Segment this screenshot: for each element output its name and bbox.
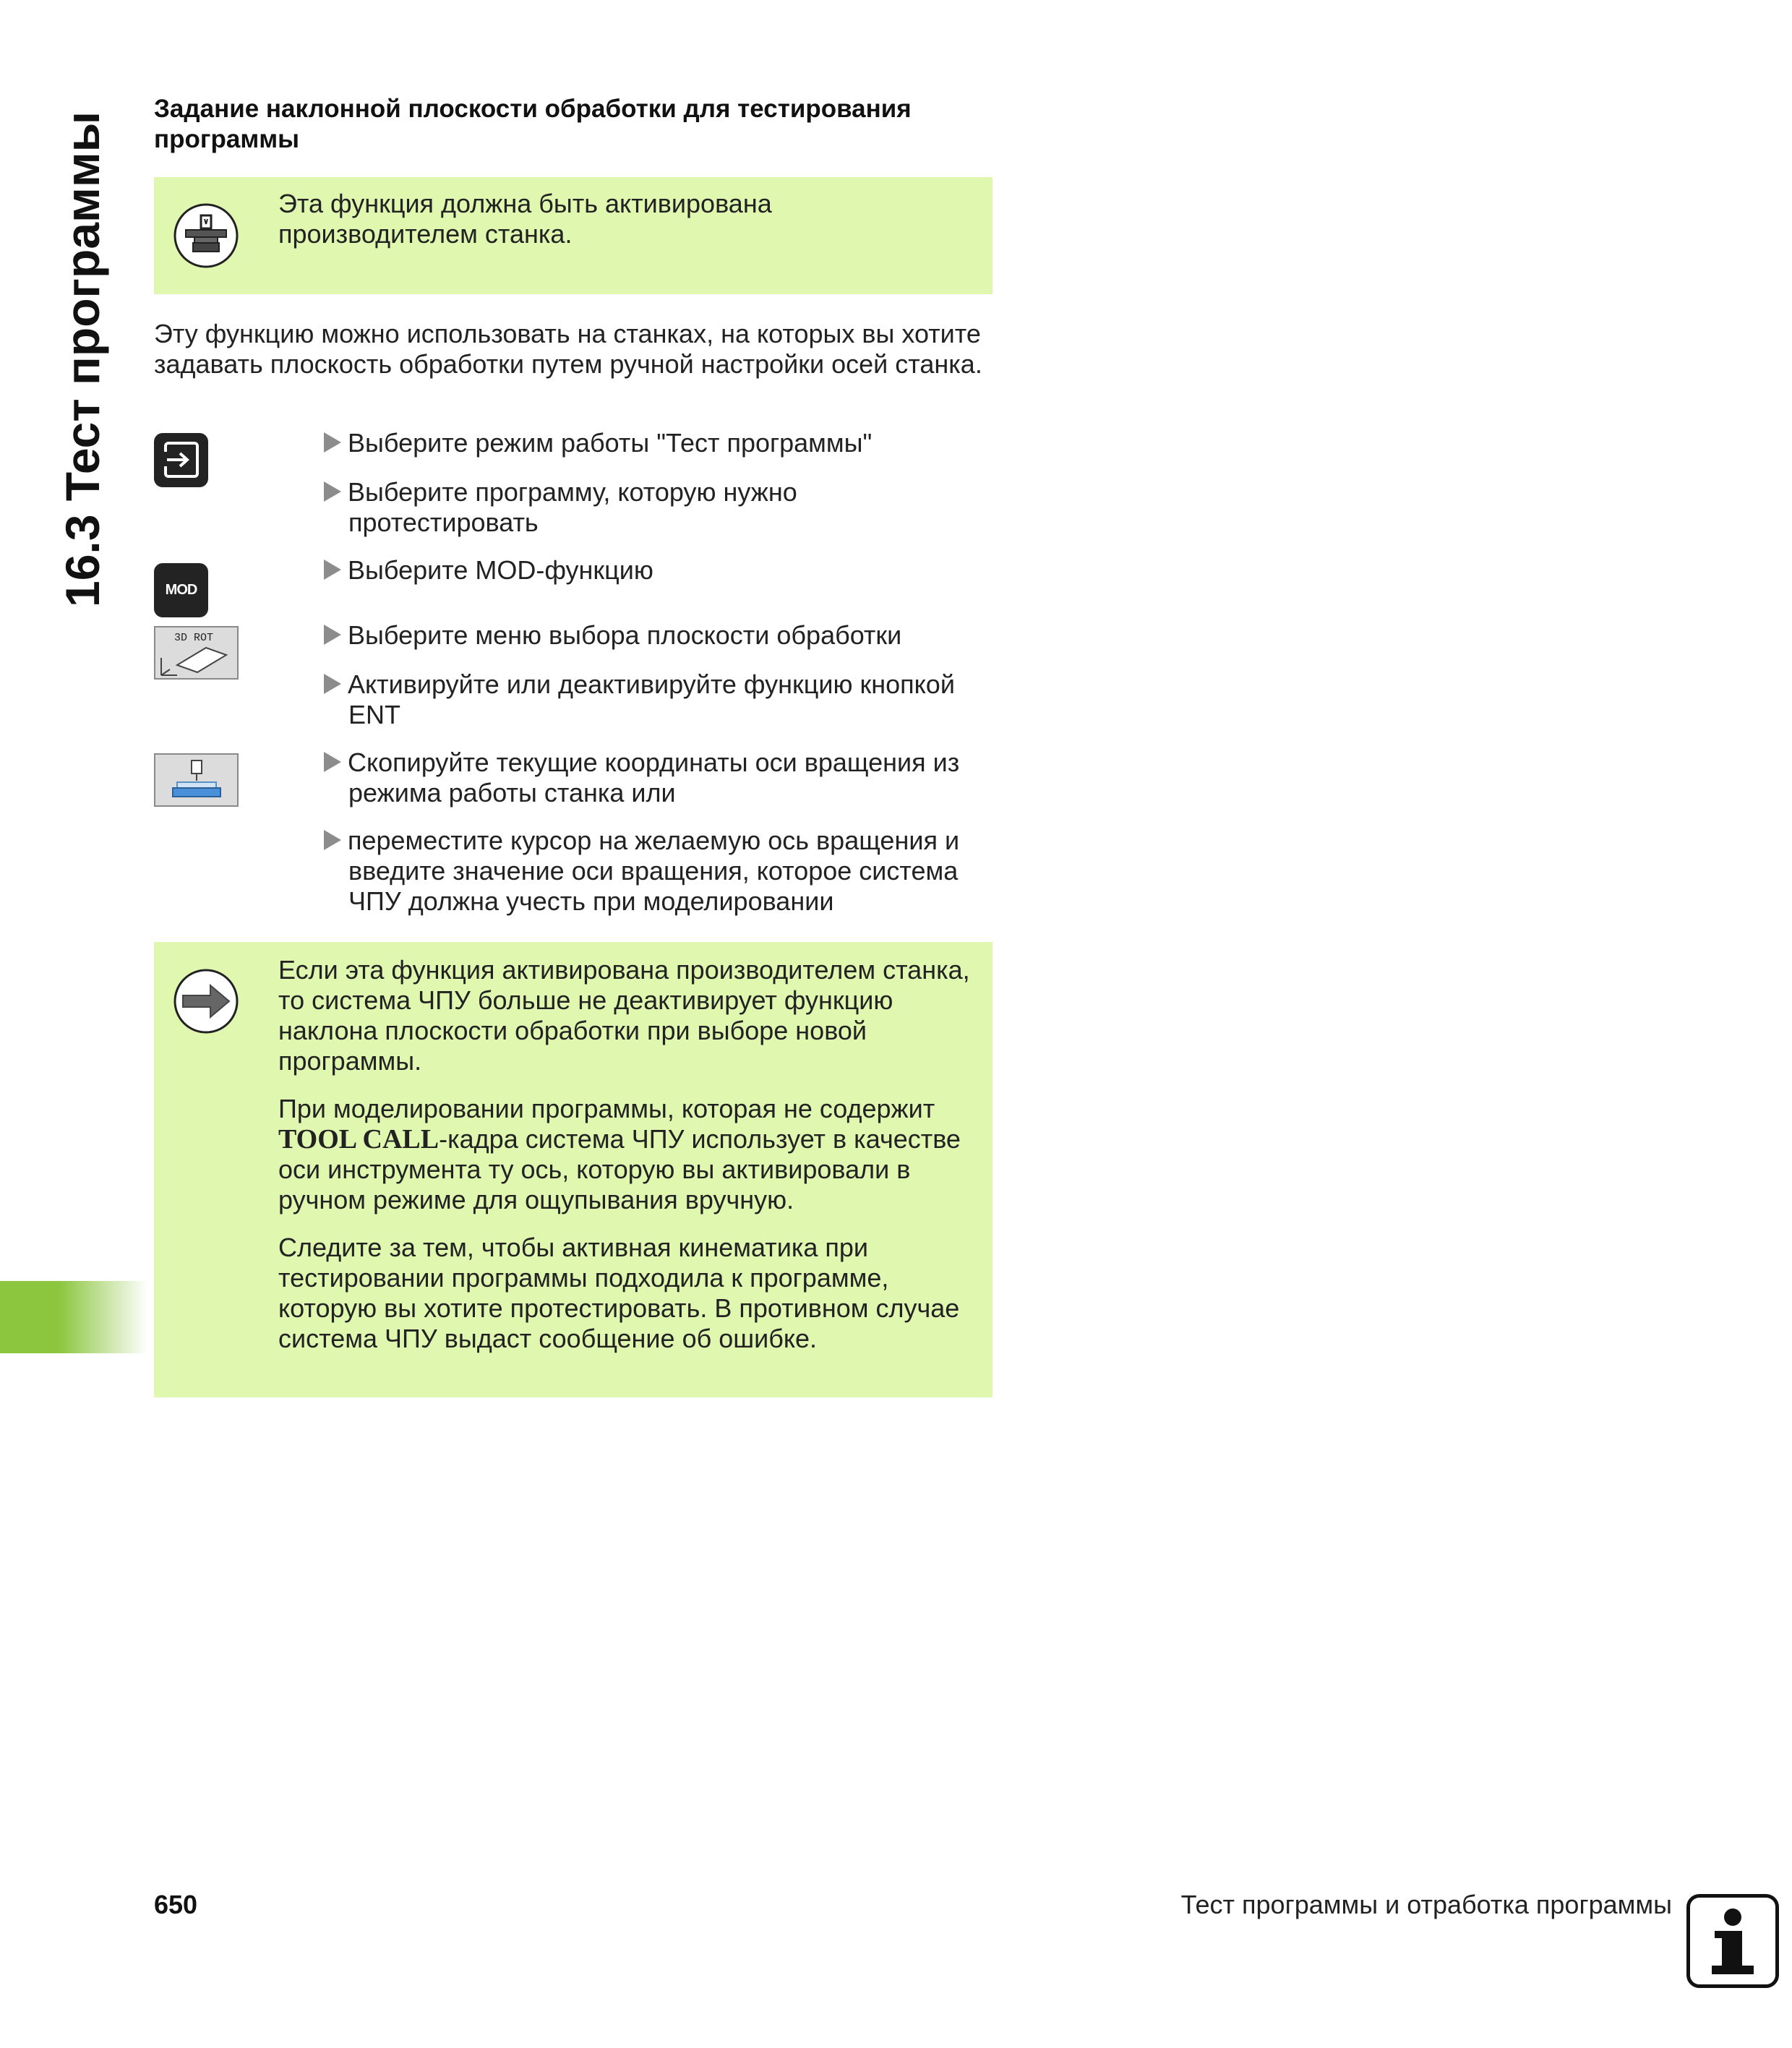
triangle-bullet-icon: [324, 481, 341, 502]
footer-title: Тест программы и отработка программы: [1180, 1890, 1672, 1919]
triangle-bullet-icon: [324, 560, 341, 580]
intro-paragraph: Эту функцию можно использовать на станках, на которых вы хотите задавать плоскость обработки путем ручной настройки осей станка.: [154, 319, 982, 379]
triangle-bullet-icon: [324, 432, 341, 453]
program-test-key[interactable]: [154, 433, 208, 487]
machine-icon: [173, 202, 239, 269]
step-1: Выберите режим работы "Тест программы": [324, 428, 996, 458]
machine-note-box: [154, 177, 993, 294]
transfer-actual-position-icon: [155, 755, 237, 805]
triangle-bullet-icon: [324, 674, 341, 694]
info-icon: [1686, 1894, 1779, 1988]
section-heading: Задание наклонной плоскости обработки для тестирования программы: [154, 95, 912, 153]
step-6: Скопируйте текущие координаты оси вращения из режима работы станка или: [324, 747, 996, 808]
info-paragraph-1: Если эта функция активирована производителем станка, то система ЧПУ больше не деактивирует функцию наклона плоскости обработки при выборе новой программы.: [278, 955, 970, 1076]
tool-call-keyword: TOOL CALL: [278, 1124, 440, 1154]
step-7: переместите курсор на желаемую ось вращения и введите значение оси вращения, которое система ЧПУ должна учесть при моделировании: [324, 826, 996, 917]
mod-key[interactable]: [154, 563, 208, 617]
page-number: 650: [154, 1890, 198, 1919]
info-paragraph-2: При моделировании программы, которая не содержит TOOL CALL-кадра система ЧПУ использует в качестве оси инструмента ту ось, которую вы активировали в ручном режиме для ощупывания вручную.: [278, 1094, 961, 1214]
softkey-transfer-actual-position[interactable]: [154, 753, 239, 807]
step-3: Выберите MOD-функцию: [324, 555, 996, 586]
triangle-bullet-icon: [324, 625, 341, 645]
program-test-key-icon: [154, 433, 208, 487]
info-paragraph-3: Следите за тем, чтобы активная кинематика при тестировании программы подходила к программе, которую вы хотите протестировать. В противном случае система ЧПУ выдаст сообщение об ошибке.: [278, 1233, 960, 1353]
step-2: Выберите программу, которую нужно протестировать: [324, 477, 996, 538]
chapter-tab-marker: [0, 1281, 148, 1353]
arrow-right-icon: [173, 968, 239, 1034]
mod-key-label: MOD: [165, 582, 197, 598]
triangle-bullet-icon: [324, 752, 341, 772]
step-5: Активируйте или деактивируйте функцию кнопкой ENT: [324, 669, 996, 730]
softkey-3d-rot[interactable]: [154, 626, 239, 680]
info-note-box: [154, 942, 993, 1397]
machine-note-text: Эта функция должна быть активирована производителем станка.: [278, 189, 772, 249]
step-4: Выберите меню выбора плоскости обработки: [324, 620, 996, 651]
softkey-3d-rot-label: 3D ROT: [174, 632, 214, 644]
chapter-title: 16.3 Тест программы: [56, 111, 109, 607]
info-note-text: [278, 955, 972, 1371]
tilted-plane-icon: [155, 642, 237, 678]
triangle-bullet-icon: [324, 830, 341, 850]
